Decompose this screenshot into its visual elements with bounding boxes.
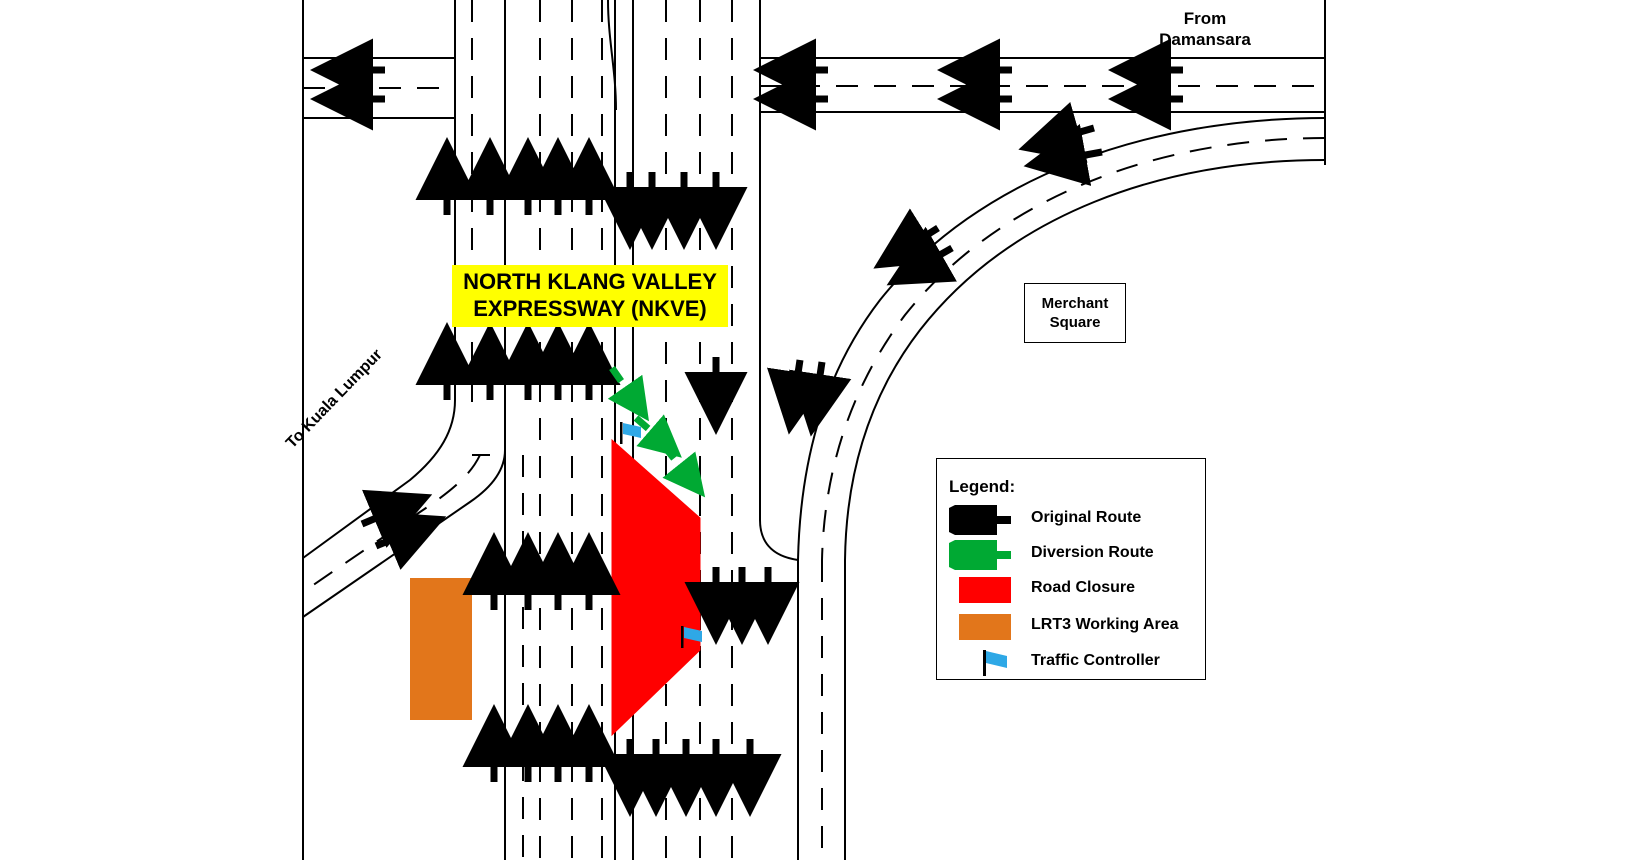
green-arrow-icon	[949, 540, 1021, 570]
orange-block-icon	[949, 612, 1021, 642]
merchant-square-line2: Square	[1049, 314, 1101, 331]
legend-item-lrt3-working-area	[949, 612, 1195, 642]
legend-item-original-route	[949, 505, 1195, 535]
red-block-icon	[949, 575, 1021, 605]
merchant-square-label	[1024, 283, 1126, 343]
from-damansara-label	[1150, 8, 1260, 51]
legend-label-road-closure: Road Closure	[1031, 579, 1136, 596]
nkve-banner-line2: EXPRESSWAY (NKVE)	[473, 296, 707, 322]
black-arrow-icon	[949, 505, 1021, 535]
road-edges	[303, 0, 1325, 860]
legend-label-lrt3-working-area: LRT3 Working Area	[1031, 616, 1179, 633]
legend-label-traffic-controller: Traffic Controller	[1031, 652, 1160, 669]
legend-label-diversion-route: Diversion Route	[1031, 544, 1154, 561]
from-damansara-line2: Damansara	[1159, 30, 1251, 50]
legend-title: Legend:	[949, 477, 1016, 496]
legend-item-traffic-controller	[949, 648, 1195, 678]
merchant-square-line1: Merchant	[1041, 294, 1109, 312]
road-closure-area	[612, 440, 700, 735]
blue-flag-icon	[949, 648, 1021, 678]
legend-box	[936, 458, 1206, 680]
lane-dividers	[303, 0, 1325, 860]
to-kuala-lumpur-label: To Kuala Lumpur	[283, 346, 386, 452]
legend-item-diversion-route	[949, 540, 1195, 570]
legend-item-road-closure	[949, 575, 1195, 605]
traffic-controller-flag-upper	[620, 422, 641, 444]
legend-label-original-route: Original Route	[1031, 509, 1142, 526]
nkve-banner-label	[452, 265, 728, 327]
lrt3-working-area	[410, 578, 472, 720]
from-damansara-line1: From	[1183, 9, 1227, 28]
nkve-banner-line1: NORTH KLANG VALLEY	[463, 269, 717, 294]
